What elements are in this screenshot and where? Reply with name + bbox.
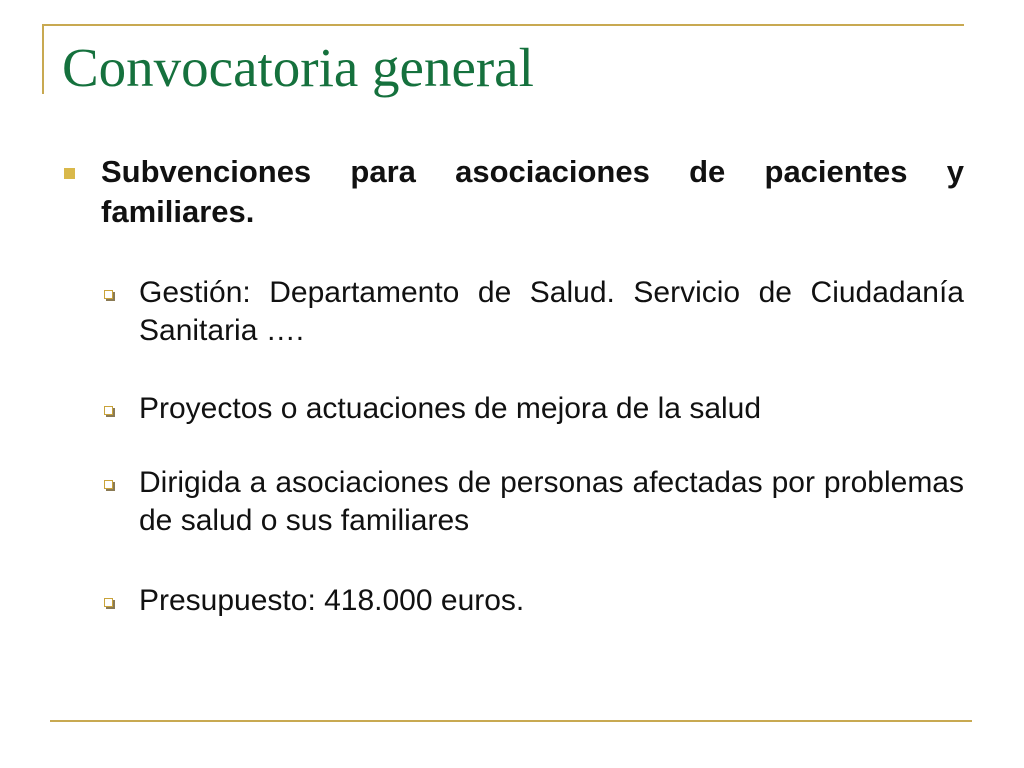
hollow-square-bullet-icon <box>104 406 113 415</box>
main-bullet <box>64 152 964 232</box>
sub-item-text: Presupuesto: 418.000 euros. <box>139 584 525 617</box>
bottom-border-line <box>50 720 972 722</box>
sub-item-dirigida <box>104 464 964 540</box>
square-bullet-icon <box>64 168 75 179</box>
left-border-line <box>42 24 44 94</box>
sub-item-proyectos <box>104 390 964 428</box>
hollow-square-bullet-icon <box>104 480 113 489</box>
hollow-square-bullet-icon <box>104 598 113 607</box>
sub-item-text: Proyectos o actuaciones de mejora de la salud <box>139 392 762 425</box>
sub-item-text: Gestión: Departamento de Salud. Servicio de Ciudadanía Sanitaria …. <box>139 276 964 347</box>
slide-title: Convocatoria general <box>62 37 534 98</box>
sub-item-gestion <box>104 274 964 350</box>
sub-item-text: Dirigida a asociaciones de personas afectadas por problemas de salud o sus familiares <box>139 466 964 537</box>
hollow-square-bullet-icon <box>104 290 113 299</box>
top-border-line <box>42 24 964 26</box>
main-bullet-text: Subvenciones para asociaciones de pacientes y familiares. <box>101 154 964 229</box>
sub-item-presupuesto <box>104 582 964 620</box>
